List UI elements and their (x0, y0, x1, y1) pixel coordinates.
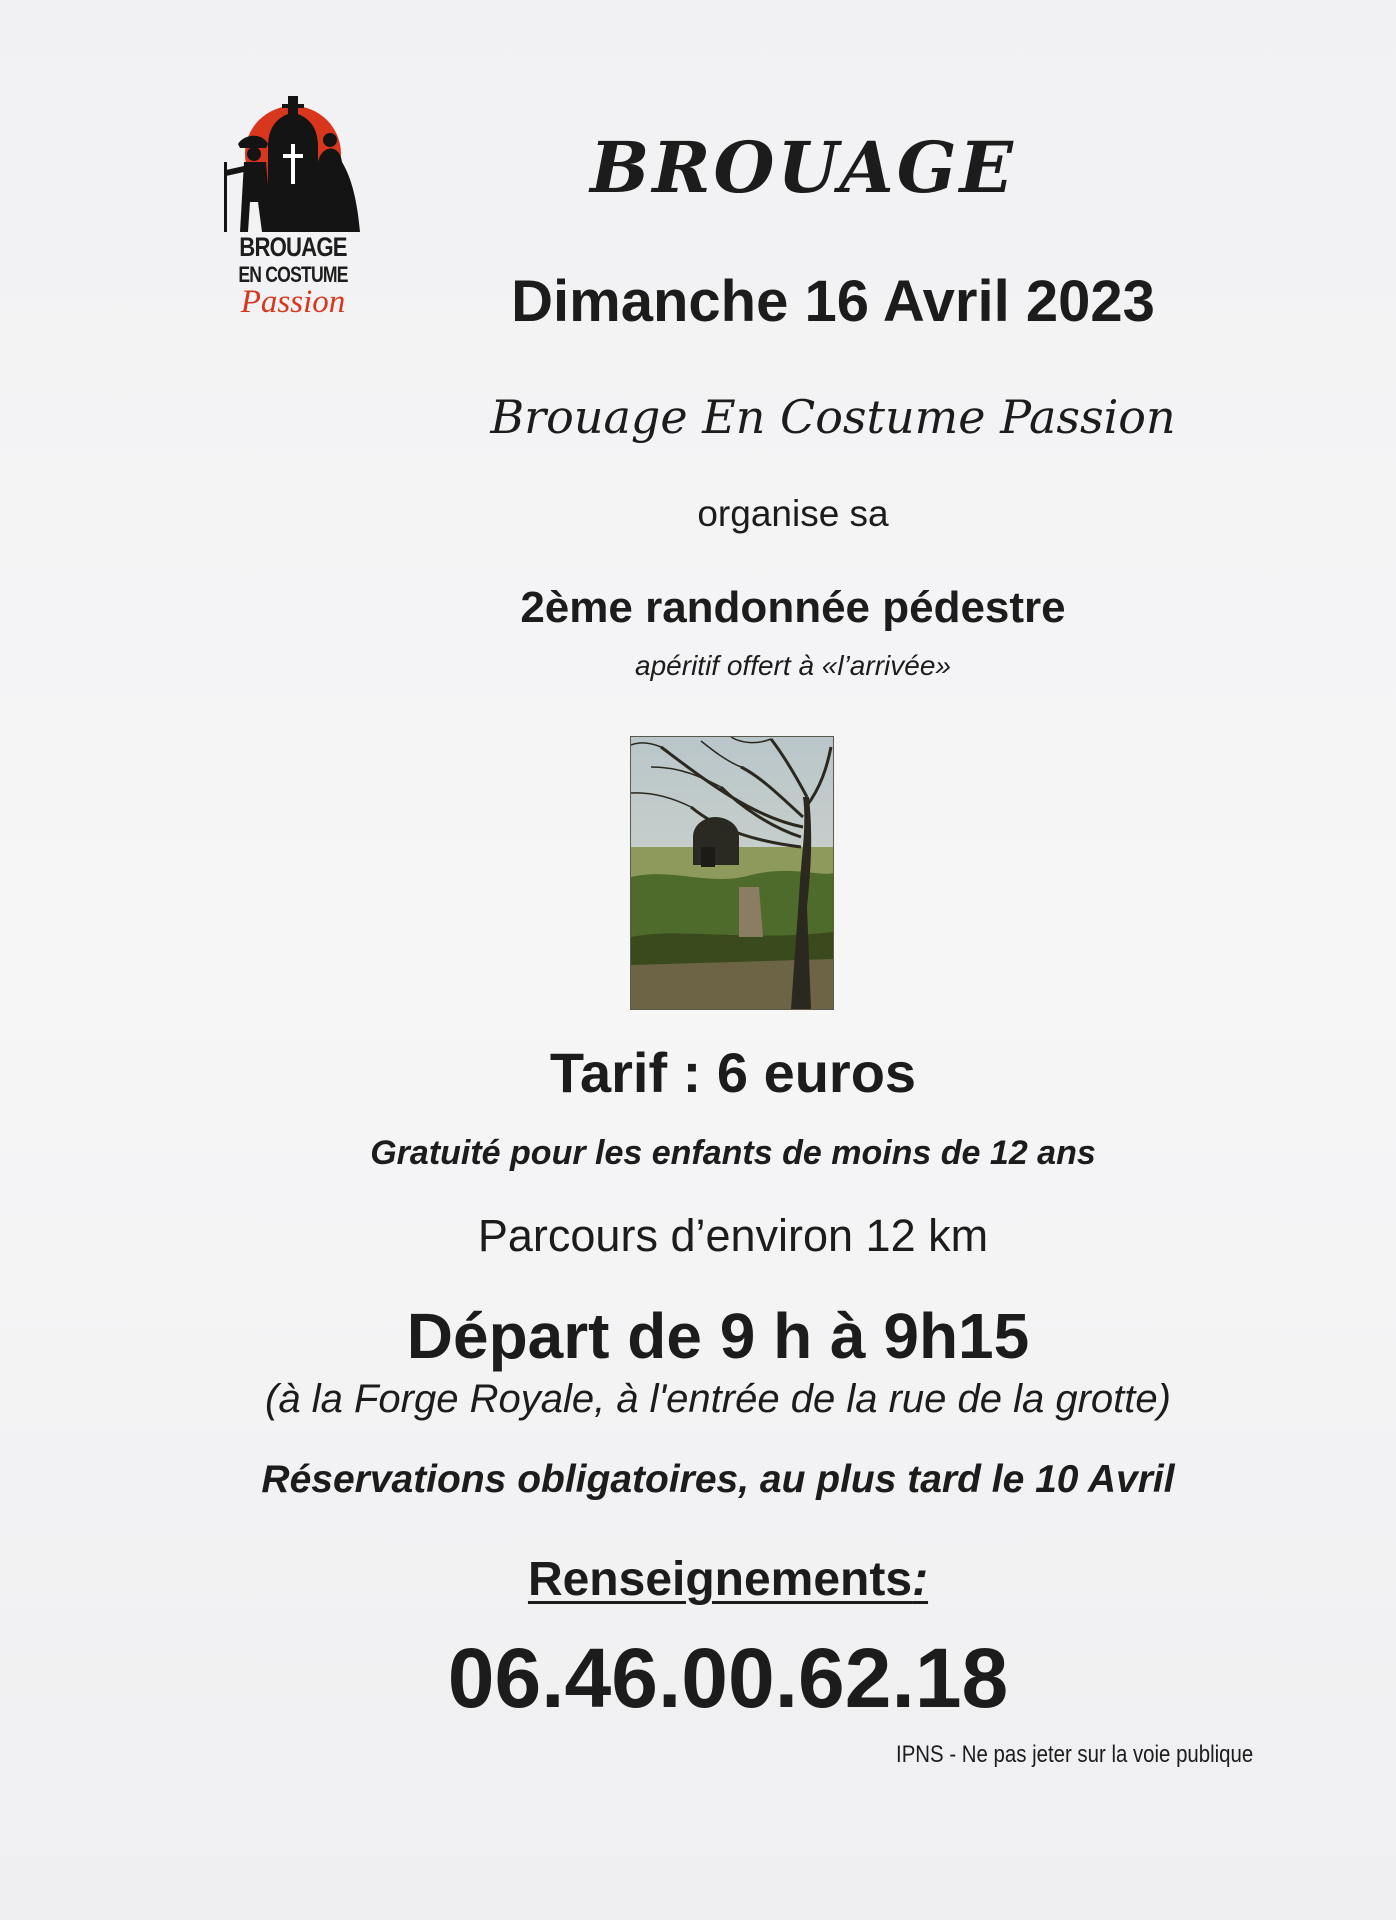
page-title: BROUAGE (590, 126, 1016, 209)
landscape-photo (630, 736, 834, 1010)
free-for-children-note: Gratuité pour les enfants de moins de 12 ans (370, 1134, 1096, 1172)
landscape-photo-icon (631, 737, 833, 1009)
event-date: Dimanche 16 Avril 2023 (511, 269, 1155, 334)
info-heading-colon: : (912, 1553, 929, 1606)
logo-line-2: EN COSTUME (238, 262, 348, 287)
reservation-note: Réservations obligatoires, au plus tard le 10 Avril (261, 1458, 1175, 1501)
footer-note: IPNS - Ne pas jeter sur la voie publique (895, 1741, 1253, 1768)
logo-line-3: Passion (240, 284, 346, 320)
event-name: 2ème randonnée pédestre (520, 583, 1066, 632)
organise-text: organise sa (697, 493, 889, 534)
route-length: Parcours d’environ 12 km (477, 1210, 989, 1261)
phone-number: 06.46.00.62.18 (447, 1631, 1009, 1725)
info-heading (0, 1552, 1396, 1607)
association-name: Brouage En Costume Passion (490, 390, 1176, 444)
departure-time: Départ de 9 h à 9h15 (406, 1300, 1030, 1372)
aperitif-note: apéritif offert à «l’arrivée» (635, 650, 951, 681)
info-heading-label: Renseignements (527, 1553, 913, 1606)
logo-line-1: BROUAGE (239, 232, 347, 262)
departure-location: (à la Forge Royale, à l'entrée de la rue de la grotte) (265, 1377, 1171, 1421)
price: Tarif : 6 euros (549, 1041, 917, 1104)
